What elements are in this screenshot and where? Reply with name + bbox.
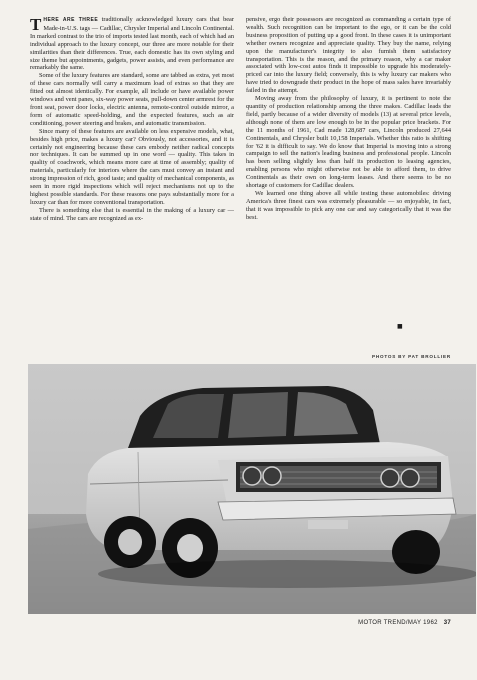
article-paragraph-2: Some of the luxury features are standard, some are tabbed as extra, yet most of these cars normally will carry a maximum load of extras so that they are fitted out almost identically. For example, all include or have available power windows and vent panes, six-way power seats, pull-down center armrest for the front seat, power door locks, electric antenna, remote-control outside mirror, a form of automatic speed-holding, and the expected features, such as air conditioning, power steering and brakes, and automatic transmission. [30,72,234,127]
article-column-right [246,16,451,222]
magazine-issue: MOTOR TREND/MAY 1962 [358,620,438,626]
article-paragraph-3: Since many of these features are available on less expensive models, what, besides high price, makes a luxury car? Obviously, not accessories, and it is certainly not engineering because these cars embody neither radical concepts nor techniques. It can be summed up in one word — quality. This takes in quality of coachwork, which means more care at time of assembly; quality of materials, particularly for interiors where the cars must convey an instant and strong impression of rich, good taste; and quality of mechanical components, as seen in more rigid inspections which will reject mechanisms not up to the highest possible standards. For these reasons one pays substantially more for a luxury car than for more conventional transportation. [30,127,234,206]
page-number: 37 [443,620,451,626]
photo-credit: PHOTOS BY PAT BROLLIER [371,354,451,359]
end-mark: ■ [397,323,403,330]
article-paragraph-7: We learned one thing above all while testing these automobiles: driving America's three finest cars was extremely pleasurable — so enjoyable, in fact, that it was impossible to pick any one car and say categorically that it was the best. [246,189,451,221]
drop-cap: T [30,15,42,34]
page-footer [358,620,451,626]
car-photo-graphic [28,364,476,614]
lead-in: HERE ARE THREE [43,17,99,23]
car-photo [28,364,476,614]
article-column-left [30,16,234,223]
article-paragraph-1 [30,16,234,72]
paragraph-1-text: traditionally acknowledged luxury cars that bear Made-in-U.S. tags — Cadillac, Chrysler Imperial and Lincoln Continental. In marked contrast to the trio of imports tested last month, each of which had an individual approach to the luxury concept, our three are more notable for their similarities than their differences. True, each domestic has its own styling and size theme but appointments, gadgets, power assists, and even performance are remarkably the same. [30,16,234,72]
article-paragraph-5: pensive, ergo their possessors are recognized as commanding a certain type of wealth. Such recognition can be important to the ego, or it can be the cold business proposition of putting up a good front. In these cases it is unimportant whether owners recognize and appreciate quality. They buy the name, relying upon the manufacturer's integrity to also furnish them satisfactory transportation. This is the reason, and the primary reason, why a car maker associated with low-cost autos finds it impossible to upgrade his moderately-priced car into the luxury field; conversely, this is why luxury car makers who have tried to downgrade their product in the hope of mass sales have invariably failed in the attempt. [246,16,451,95]
article-paragraph-6: Moving away from the philosophy of luxury, it is pertinent to note the quantity of production relationship among the three makes. Cadillac leads the field, partly because of a wider diversity of models (13) at several price levels, although none of them are low enough to be in the popular price brackets. For the 11 months of 1961, Cad made 128,687 cars, Lincoln produced 27,644 Continentals, and Chrysler built 10,158 Imperials. Whether this ratio is shifting for '62 it is difficult to say. We do know that Imperial is moving into a strong campaign to sell the nation's leading business and professional people. Lincoln has been selling slightly less than half its production to leasing agencies, enabling persons who might otherwise not be able to afford them, to drive Continentals as their own on long-term leases. And there seems to be no shortage of customers for Cadillac dealers. [246,95,451,190]
article-paragraph-4: There is something else that is essential in the making of a luxury car — state of mind. The cars are recognized as ex- [30,206,234,222]
